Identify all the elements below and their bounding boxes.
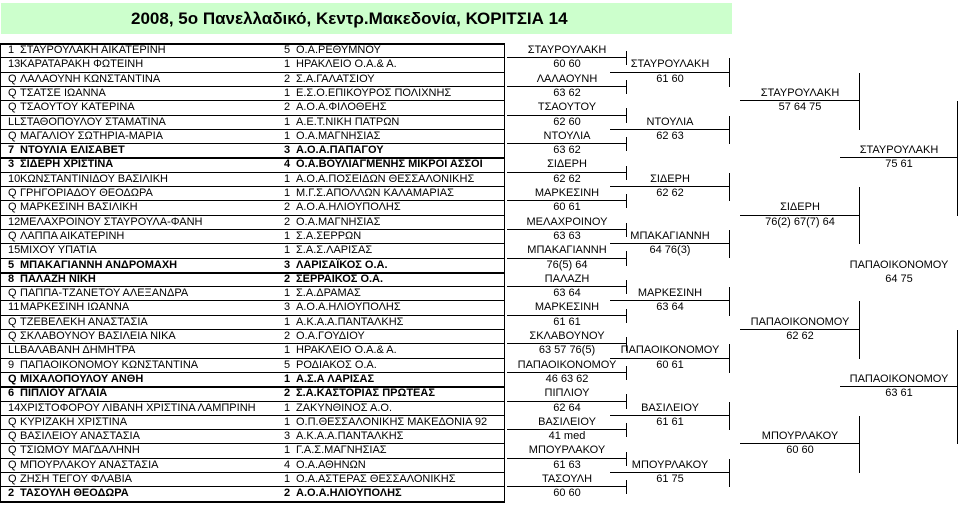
player-rank: 1 xyxy=(284,115,291,128)
round1-score: 63 57 76(5) xyxy=(538,344,596,357)
round1-line xyxy=(507,115,627,116)
round2-connector xyxy=(729,402,730,431)
row-divider xyxy=(0,100,505,101)
round2-score: 63 64 xyxy=(656,301,684,314)
round1-score: 63 62 xyxy=(553,144,581,157)
player-seed: Q xyxy=(8,473,17,485)
round1-score: 63 63 xyxy=(553,229,581,242)
row-divider xyxy=(0,157,505,159)
round2-winner-name: ΠΑΠΑΟΙΚΟΝΟΜΟΥ xyxy=(620,344,720,357)
player-seed: Q xyxy=(8,101,17,114)
row-divider xyxy=(0,300,505,301)
player-name: ΒΑΛΑΒΑΝΗ ΔΗΜΗΤΡΑ xyxy=(20,344,136,357)
round1-line xyxy=(507,143,627,144)
player-name: ΛΑΠΠΑ ΑΙΚΑΤΕΡΙΝΗ xyxy=(20,229,125,242)
player-seed: 2 xyxy=(8,487,15,500)
player-club: ΗΡΑΚΛΕΙΟ Ο.Α.& Α. xyxy=(296,344,397,357)
player-seed: Q xyxy=(8,415,17,428)
round1-score: 62 64 xyxy=(553,401,581,414)
player-name: ΣΚΛΑΒΟΥΝΟΥ ΒΑΣΙΛΕΙΑ ΝΙΚΑ xyxy=(20,330,176,342)
player-row xyxy=(0,402,960,416)
player-rank: 2 xyxy=(284,387,291,400)
round3-line xyxy=(740,329,860,330)
round2-line xyxy=(610,186,730,187)
round1-score: 60 60 xyxy=(553,487,581,500)
player-seed: 1 xyxy=(8,44,15,56)
round2-line xyxy=(610,472,730,473)
player-row xyxy=(0,344,960,358)
player-club: Σ.Α.ΚΑΣΤΟΡΙΑΣ ΠΡΩΤΕΑΣ xyxy=(296,387,435,400)
player-row xyxy=(0,301,960,315)
round2-connector xyxy=(729,287,730,316)
player-rank: 1 xyxy=(284,344,291,357)
player-row xyxy=(0,387,960,401)
player-name: ΧΡΙΣΤΟΦΟΡΟΥ ΛΙΒΑΝΗ ΧΡΙΣΤΙΝΑ ΛΑΜΠΡΙΝΗ xyxy=(20,401,256,414)
round3-score: 57 64 75 xyxy=(778,101,822,114)
player-rank: 2 xyxy=(284,72,291,85)
player-name: ΜΠΑΚΑΓΙΑΝΝΗ ΑΝΔΡΟΜΑΧΗ xyxy=(20,258,178,271)
player-row xyxy=(0,487,960,501)
round2-connector xyxy=(729,459,730,488)
row-divider xyxy=(0,372,505,373)
round1-line xyxy=(507,229,627,230)
round3-winner-name: ΣΤΑΥΡΟΥΛΑΚΗ xyxy=(760,86,840,99)
round2-connector xyxy=(729,344,730,373)
round2-winner-name: ΒΑΣΙΛΕΙΟΥ xyxy=(641,401,699,414)
round3-winner-name: ΠΑΠΑΟΙΚΟΝΟΜΟΥ xyxy=(750,315,850,328)
round1-score: 46 63 62 xyxy=(545,372,589,385)
player-seed: 3 xyxy=(8,158,15,171)
round2-line xyxy=(610,72,730,73)
player-seed: Q xyxy=(8,444,17,457)
round2-winner-name: ΣΤΑΥΡΟΥΛΑΚΗ xyxy=(630,58,710,71)
player-row xyxy=(0,230,960,244)
round4-line xyxy=(840,386,958,387)
round1-score: 61 61 xyxy=(553,315,581,328)
final-score: 64 75 xyxy=(885,272,913,285)
round2-score: 61 60 xyxy=(656,72,684,85)
player-seed: Q xyxy=(8,129,17,142)
row-divider xyxy=(0,229,505,230)
round2-winner-name: ΜΑΡΚΕΣΙΝΗ xyxy=(637,287,703,300)
player-club: Α.Ο.Α.ΦΙΛΟΘΕΗΣ xyxy=(296,101,387,114)
round4-connector xyxy=(957,101,958,215)
title-banner xyxy=(1,3,732,34)
round1-winner-name: ΜΑΡΚΕΣΙΝΗ xyxy=(534,187,600,199)
round1-line xyxy=(507,486,627,487)
player-row xyxy=(0,259,960,273)
round1-winner-name: ΛΑΛΑΟΥΝΗ xyxy=(536,72,598,85)
player-name: ΜΙΧΑΛΟΠΟΥΛΟΥ ΑΝΘΗ xyxy=(20,372,144,385)
player-seed: 13 xyxy=(8,58,21,71)
player-club: Α.Ο.Α.ΗΛΙΟΥΠΟΛΗΣ xyxy=(296,201,401,214)
player-club: Ο.Π.ΘΕΣΣΑΛΟΝΙΚΗΣ ΜΑΚΕΔΟΝΙΑ 92 xyxy=(296,415,488,428)
round3-score: 60 60 xyxy=(786,444,814,457)
player-name: ΣΤΑΥΡΟΥΛΑΚΗ ΑΙΚΑΤΕΡΙΝΗ xyxy=(20,44,166,56)
player-rank: 2 xyxy=(284,215,291,228)
player-rank: 1 xyxy=(284,58,291,71)
round1-winner-name: ΜΑΡΚΕΣΙΝΗ xyxy=(534,301,600,314)
player-rank: 1 xyxy=(284,415,291,428)
champion-name: ΠΑΠΑΟΙΚΟΝΟΜΟΥ xyxy=(849,258,949,271)
player-name: ΠΑΠΠΑ-ΤΖΑΝΕΤΟΥ ΑΛΕΞΑΝΔΡΑ xyxy=(20,287,189,300)
row-divider xyxy=(0,501,505,503)
player-seed: Q xyxy=(8,372,17,385)
round1-score: 76(5) 64 xyxy=(546,258,588,271)
round3-connector xyxy=(859,187,860,244)
round1-winner-name: ΣΙΔΕΡΗ xyxy=(547,158,587,171)
round4-score: 75 61 xyxy=(885,158,913,171)
round1-score: 63 64 xyxy=(553,287,581,300)
row-divider xyxy=(0,215,505,216)
player-rank: 2 xyxy=(284,201,291,214)
round3-winner-name: ΜΠΟΥΡΛΑΚΟΥ xyxy=(761,430,839,443)
player-club: Σ.Α.ΓΑΛΑΤΣΙΟΥ xyxy=(296,72,375,85)
round1-score: 62 62 xyxy=(553,172,581,185)
round2-line xyxy=(610,415,730,416)
round4-connector xyxy=(957,330,958,444)
round3-line xyxy=(740,215,860,216)
player-club: Σ.Α.Σ.ΛΑΡΙΣΑΣ xyxy=(296,244,373,257)
player-name: ΖΗΣΗ ΤΕΓΟΥ ΦΛΑΒΙΑ xyxy=(20,473,132,485)
player-row xyxy=(0,58,960,72)
round1-winner-name: ΝΤΟΥΛΙΑ xyxy=(543,129,591,142)
row-divider xyxy=(0,143,505,144)
player-seed: 10 xyxy=(8,172,21,185)
round1-line xyxy=(507,458,627,459)
player-club: Ο.Α.ΡΕΘΥΜΝΟΥ xyxy=(296,44,381,56)
player-name: ΤΣΑΟΥΤΟΥ ΚΑΤΕΡΙΝΑ xyxy=(20,101,135,114)
row-divider xyxy=(0,315,505,316)
round1-line xyxy=(507,429,627,430)
player-row xyxy=(0,287,960,301)
row-divider xyxy=(0,115,505,116)
round1-score: 61 63 xyxy=(553,458,581,471)
player-seed: 5 xyxy=(8,258,15,271)
round1-line xyxy=(507,172,627,173)
round2-connector xyxy=(729,230,730,259)
player-row xyxy=(0,416,960,430)
player-row xyxy=(0,473,960,487)
row-divider xyxy=(0,472,505,473)
player-club: Ο.Α.ΜΑΓΝΗΣΙΑΣ xyxy=(296,129,381,142)
round3-connector xyxy=(859,416,860,473)
round2-score: 64 76(3) xyxy=(649,244,691,257)
player-seed: Q xyxy=(8,287,17,300)
player-club: Ο.Α.ΒΟΥΛΙΑΓΜΕΝΗΣ ΜΙΚΡΟΙ ΑΣΣΟΙ xyxy=(296,158,483,171)
row-divider xyxy=(0,486,505,487)
player-seed: Q xyxy=(8,187,17,199)
player-row xyxy=(0,158,960,172)
player-rank: 2 xyxy=(284,330,291,342)
player-club: ΗΡΑΚΛΕΙΟ Ο.Α.& Α. xyxy=(296,58,397,71)
row-divider xyxy=(0,72,505,73)
player-rank: 1 xyxy=(284,129,291,142)
player-seed: 15 xyxy=(8,244,21,257)
player-name: ΚΥΡΙΖΑΚΗ ΧΡΙΣΤΙΝΑ xyxy=(20,415,128,428)
player-club: Α.Ο.Α.ΠΑΠΑΓΟΥ xyxy=(296,144,384,157)
player-row xyxy=(0,130,960,144)
player-row xyxy=(0,273,960,287)
player-club: ΖΑΚΥΝΘΙΝΟΣ Α.Ο. xyxy=(296,401,393,414)
player-club: Α.Ε.Τ.ΝΙΚΗ ΠΑΤΡΩΝ xyxy=(296,115,400,128)
player-club: Γ.Α.Σ.ΜΑΓΝΗΣΙΑΣ xyxy=(296,444,387,457)
player-rank: 4 xyxy=(284,458,291,471)
player-club: Ο.Α.ΑΣΤΕΡΑΣ ΘΕΣΣΑΛΟΝΙΚΗΣ xyxy=(296,473,456,485)
player-seed: 14 xyxy=(8,401,21,414)
row-divider xyxy=(0,286,505,287)
round1-line xyxy=(507,258,627,259)
round1-line xyxy=(507,286,627,287)
player-row xyxy=(0,373,960,387)
row-divider xyxy=(0,343,505,344)
player-rank: 1 xyxy=(284,229,291,242)
player-rank: 1 xyxy=(284,401,291,414)
round3-score: 76(2) 67(7) 64 xyxy=(765,215,835,228)
player-rank: 2 xyxy=(284,487,291,500)
player-rank: 3 xyxy=(284,258,291,271)
round1-winner-name: ΣΚΛΑΒΟΥΝΟΥ xyxy=(529,330,605,342)
round4-score: 63 61 xyxy=(885,387,913,400)
player-rank: 3 xyxy=(284,144,291,157)
row-divider xyxy=(0,129,505,130)
player-club: Ο.Α.ΓΟΥΔΙΟΥ xyxy=(296,330,365,342)
player-seed: Q xyxy=(8,229,17,242)
round1-line xyxy=(507,372,627,373)
player-name: ΤΖΕΒΕΛΕΚΗ ΑΝΑΣΤΑΣΙΑ xyxy=(20,315,148,328)
round1-line xyxy=(507,200,627,201)
round1-winner-name: ΒΑΣΙΛΕΙΟΥ xyxy=(538,415,596,428)
round4-line xyxy=(840,157,958,158)
row-divider xyxy=(0,415,505,416)
player-club: ΛΑΡΙΣΑΪΚΟΣ Ο.Α. xyxy=(296,258,388,271)
player-club: Σ.Α.ΣΕΡΡΩΝ xyxy=(296,229,362,242)
player-name: ΤΑΣΟΥΛΗ ΘΕΟΔΩΡΑ xyxy=(20,487,129,500)
player-seed: Q xyxy=(8,430,17,443)
round3-connector xyxy=(859,73,860,130)
round2-line xyxy=(610,300,730,301)
row-divider xyxy=(0,186,505,187)
player-seed: Q xyxy=(8,201,17,214)
player-seed: Q xyxy=(8,458,17,471)
player-rank: 1 xyxy=(284,244,291,257)
player-name: ΠΑΠΑΟΙΚΟΝΟΜΟΥ ΚΩΝΣΤΑΝΤΙΝΑ xyxy=(20,358,199,371)
round2-connector xyxy=(729,116,730,145)
player-seed: LL xyxy=(8,115,21,128)
round1-winner-name: ΤΑΣΟΥΛΗ xyxy=(541,473,593,485)
round1-score: 60 60 xyxy=(553,58,581,71)
row-divider xyxy=(0,401,505,402)
player-club: ΣΕΡΡΑΪΚΟΣ Ο.Α. xyxy=(296,272,384,285)
row-divider xyxy=(0,358,505,359)
row-divider xyxy=(0,43,505,45)
player-row xyxy=(0,459,960,473)
row-divider xyxy=(0,243,505,244)
player-club: Μ.Γ.Σ.ΑΠΟΛΛΩΝ ΚΑΛΑΜΑΡΙΑΣ xyxy=(296,187,454,199)
row-divider xyxy=(0,172,505,173)
player-seed: LL xyxy=(8,344,21,357)
player-rank: 1 xyxy=(284,444,291,457)
player-rank: 5 xyxy=(284,358,291,371)
player-row xyxy=(0,359,960,373)
round1-score: 60 61 xyxy=(553,201,581,214)
player-rank: 1 xyxy=(284,86,291,99)
round2-winner-name: ΜΠΟΥΡΛΑΚΟΥ xyxy=(631,458,709,471)
player-rank: 4 xyxy=(284,158,291,171)
round2-line xyxy=(610,358,730,359)
player-rank: 5 xyxy=(284,44,291,56)
round1-line xyxy=(507,57,627,58)
player-rank: 3 xyxy=(284,430,291,443)
player-club: Α.Σ.Α ΛΑΡΙΣΑΣ xyxy=(296,372,375,385)
round2-connector xyxy=(729,173,730,202)
player-seed: 6 xyxy=(8,387,15,400)
round3-line xyxy=(740,443,860,444)
page-title: 2008, 5ο Πανελλαδικό, Κεντρ.Μακεδονία, ΚΟΡΙΤΣΙΑ 14 xyxy=(131,9,568,28)
player-club: Ο.Α.ΜΑΓΝΗΣΙΑΣ xyxy=(296,215,381,228)
player-rank: 2 xyxy=(284,272,291,285)
player-name: ΒΑΣΙΛΕΙΟΥ ΑΝΑΣΤΑΣΙΑ xyxy=(20,430,140,443)
round3-score: 62 62 xyxy=(786,330,814,342)
round3-connector xyxy=(859,301,860,358)
player-club: Α.Ο.Α.ΗΛΙΟΥΠΟΛΗΣ xyxy=(296,301,401,314)
player-row xyxy=(0,44,960,58)
row-divider xyxy=(0,258,505,259)
player-rank: 1 xyxy=(284,473,291,485)
row-divider xyxy=(0,86,505,87)
round1-winner-name: ΠΑΛΑΖΗ xyxy=(544,272,590,285)
player-seed: Q xyxy=(8,72,17,85)
round1-line xyxy=(507,315,627,316)
player-club: Σ.Α.ΔΡΑΜΑΣ xyxy=(296,287,361,300)
round2-score: 61 75 xyxy=(656,473,684,485)
row-divider xyxy=(0,386,505,388)
round2-score: 62 63 xyxy=(656,129,684,142)
player-seed: 12 xyxy=(8,215,21,228)
player-name: ΓΡΗΓΟΡΙΑΔΟΥ ΘΕΟΔΩΡΑ xyxy=(20,187,153,199)
round2-score: 61 61 xyxy=(656,415,684,428)
player-club: Α.Κ.Α.Α.ΠΑΝΤΑΛΚΗΣ xyxy=(296,430,404,443)
round1-score: 62 60 xyxy=(553,115,581,128)
player-row xyxy=(0,187,960,201)
row-divider xyxy=(0,200,505,201)
round3-line xyxy=(740,100,860,101)
player-rank: 1 xyxy=(284,187,291,199)
player-seed: Q xyxy=(8,86,17,99)
player-club: Ο.Α.ΑΘΗΝΩΝ xyxy=(296,458,366,471)
player-name: ΣΤΑΘΟΠΟΥΛΟΥ ΣΤΑΜΑΤΙΝΑ xyxy=(20,115,166,128)
player-name: ΚΑΡΑΤΑΡΑΚΗ ΦΩΤΕΙΝΗ xyxy=(20,58,144,71)
player-seed: 7 xyxy=(8,144,15,157)
player-club: Α.Κ.Α.Α.ΠΑΝΤΑΛΚΗΣ xyxy=(296,315,404,328)
player-row xyxy=(0,244,960,258)
player-seed: 8 xyxy=(8,272,15,285)
row-divider xyxy=(0,57,505,58)
round1-winner-name: ΜΠΟΥΡΛΑΚΟΥ xyxy=(528,444,606,457)
player-name: ΠΑΛΑΖΗ ΝΙΚΗ xyxy=(20,272,96,285)
player-row xyxy=(0,173,960,187)
player-name: ΠΙΠΛΙΟΥ ΑΓΛΑΙΑ xyxy=(20,387,108,400)
round2-line xyxy=(610,129,730,130)
player-name: ΤΣΙΩΜΟΥ ΜΑΓΔΑΛΗΝΗ xyxy=(20,444,140,457)
player-seed: 11 xyxy=(8,301,20,314)
round2-winner-name: ΝΤΟΥΛΙΑ xyxy=(646,115,694,128)
round1-winner-name: ΣΤΑΥΡΟΥΛΑΚΗ xyxy=(527,44,607,56)
round4-winner-name: ΣΤΑΥΡΟΥΛΑΚΗ xyxy=(859,144,939,157)
round2-score: 60 61 xyxy=(656,358,684,371)
round1-score: 63 62 xyxy=(553,86,581,99)
player-seed: Q xyxy=(8,315,17,328)
player-seed: Q xyxy=(8,330,17,342)
player-name: ΜΕΛΑΧΡΟΙΝΟΥ ΣΤΑΥΡΟΥΛΑ-ΦΑΝΗ xyxy=(20,215,203,228)
player-name: ΝΤΟΥΛΙΑ ΕΛΙΣΑΒΕΤ xyxy=(20,144,125,157)
player-rank: 2 xyxy=(284,101,291,114)
player-name: ΜΠΟΥΡΛΑΚΟΥ ΑΝΑΣΤΑΣΙΑ xyxy=(20,458,159,471)
player-rank: 1 xyxy=(284,172,291,185)
round2-score: 62 62 xyxy=(656,187,684,199)
player-name: ΜΙΧΟΥ ΥΠΑΤΙΑ xyxy=(20,244,97,257)
round1-winner-name: ΤΣΑΟΥΤΟΥ xyxy=(537,101,597,114)
player-club: Ε.Σ.Ο.ΕΠΙΚΟΥΡΟΣ ΠΟΛΙΧΝΗΣ xyxy=(296,86,452,99)
player-club: Α.Ο.Α.ΠΟΣΕΙΔΩΝ ΘΕΣΣΑΛΟΝΙΚΗΣ xyxy=(296,172,475,185)
player-name: ΛΑΛΑΟΥΝΗ ΚΩΝΣΤΑΝΤΙΝΑ xyxy=(20,72,161,85)
round1-winner-name: ΜΕΛΑΧΡΟΙΝΟΥ xyxy=(526,215,608,228)
row-divider xyxy=(0,443,505,444)
player-rank: 1 xyxy=(284,372,291,385)
row-divider xyxy=(0,272,505,274)
player-row xyxy=(0,144,960,158)
row-divider xyxy=(0,329,505,330)
round1-winner-name: ΠΑΠΑΟΙΚΟΝΟΜΟΥ xyxy=(517,358,617,371)
player-seed: 9 xyxy=(8,358,15,371)
round2-line xyxy=(610,243,730,244)
player-rank: 1 xyxy=(284,287,291,300)
player-name: ΜΑΓΑΛΙΟΥ ΣΩΤΗΡΙΑ-ΜΑΡΙΑ xyxy=(20,129,163,142)
player-rank: 1 xyxy=(284,315,291,328)
player-club: Α.Ο.Α.ΗΛΙΟΥΠΟΛΗΣ xyxy=(296,487,402,500)
round2-connector xyxy=(729,58,730,87)
player-name: ΜΑΡΚΕΣΙΝΗ ΒΑΣΙΛΙΚΗ xyxy=(20,201,138,214)
round3-winner-name: ΣΙΔΕΡΗ xyxy=(780,201,820,214)
round1-line xyxy=(507,343,627,344)
player-rank: 3 xyxy=(284,301,291,314)
player-row xyxy=(0,73,960,87)
round1-winner-name: ΜΠΑΚΑΓΙΑΝΝΗ xyxy=(527,244,607,257)
player-club: ΡΟΔΙΑΚΟΣ Ο.Α. xyxy=(296,358,377,371)
row-divider xyxy=(0,458,505,459)
round2-winner-name: ΣΙΔΕΡΗ xyxy=(650,172,690,185)
round1-line xyxy=(507,401,627,402)
player-name: ΣΙΔΕΡΗ ΧΡΙΣΤΙΝΑ xyxy=(20,158,114,171)
player-name: ΜΑΡΚΕΣΙΝΗ ΙΩΑΝΝΑ xyxy=(20,301,130,314)
player-name: ΚΩΝΣΤΑΝΤΙΝΙΔΟΥ ΒΑΣΙΛΙΚΗ xyxy=(20,172,168,185)
row-divider xyxy=(0,429,505,430)
round1-winner-name: ΠΙΠΛΙΟΥ xyxy=(544,387,590,400)
round1-score: 41 med xyxy=(548,430,586,443)
round2-winner-name: ΜΠΑΚΑΓΙΑΝΝΗ xyxy=(630,229,710,242)
player-name: ΤΣΑΤΣΕ ΙΩΑΝΝΑ xyxy=(20,86,106,99)
round4-winner-name: ΠΑΠΑΟΙΚΟΝΟΜΟΥ xyxy=(849,372,949,385)
round1-line xyxy=(507,86,627,87)
player-row xyxy=(0,116,960,130)
